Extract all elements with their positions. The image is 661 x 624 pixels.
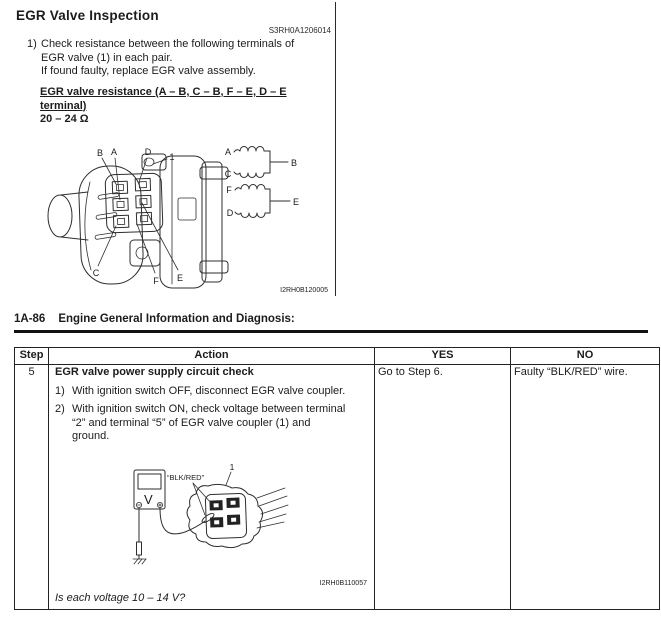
section-rule: [14, 330, 648, 333]
table-row: [15, 365, 660, 610]
procedure-code: S3RH0A1206014: [268, 26, 331, 35]
cell-step: 5: [15, 365, 49, 610]
pin-label-c: C: [92, 268, 100, 278]
item-number: 2): [55, 403, 65, 415]
cell-action: [49, 365, 375, 610]
section-header: [14, 313, 295, 325]
pin-label-a: A: [110, 147, 118, 157]
schematic-label-a: A: [224, 147, 232, 157]
step-line: Check resistance between the following terminals of: [41, 38, 295, 50]
harness-wires: [257, 488, 288, 528]
inspection-step-1: [27, 38, 294, 79]
cell-yes: Go to Step 6.: [375, 365, 511, 610]
item-line: With ignition switch OFF, disconnect EGR valve coupler.: [72, 384, 346, 397]
action-item-2: [55, 403, 369, 444]
item-text: [72, 385, 345, 399]
action-title: EGR valve power supply circuit check: [55, 366, 254, 378]
pin-label-e: E: [176, 273, 184, 283]
section-title: Engine General Information and Diagnosis:: [58, 313, 295, 325]
schematic-label-e: E: [293, 197, 300, 207]
resistance-spec: [40, 86, 287, 127]
pin-label-f: F: [153, 276, 159, 286]
step-number: 1): [27, 38, 37, 50]
item-line: “2” and terminal “5” of EGR valve coupler (1) and: [72, 416, 311, 429]
inspection-title: EGR Valve Inspection: [16, 8, 159, 23]
step-line: EGR valve (1) in each pair.: [41, 51, 173, 64]
cell-no: Faulty “BLK/RED” wire.: [511, 365, 660, 610]
spec-title-line: terminal): [40, 99, 87, 112]
part-label-1: 1: [169, 152, 175, 162]
table-header-row: [15, 348, 660, 365]
schematic-label-c: C: [224, 169, 232, 179]
item-text: [72, 403, 345, 444]
item-line: ground.: [72, 430, 110, 442]
header-no: NO: [511, 348, 660, 365]
pin-label-d: D: [144, 147, 152, 157]
figure-code: I2RH0B120005: [280, 287, 328, 294]
coupler-label-1: 1: [229, 461, 235, 472]
wire-color-label: “BLK/RED”: [167, 472, 205, 482]
item-number: 1): [55, 384, 65, 397]
schematic-label-d: D: [226, 208, 234, 218]
ground-symbol: [133, 559, 146, 564]
egr-valve-diagram: [38, 140, 330, 298]
voltmeter-label: V: [144, 491, 153, 507]
header-step: Step: [15, 348, 49, 365]
diagnostic-question: Is each voltage 10 – 14 V?: [55, 591, 186, 604]
voltage-check-diagram: [105, 448, 390, 590]
step-line: If found faulty, replace EGR valve assembly.: [41, 65, 256, 77]
column-divider: [335, 2, 336, 296]
item-line: With ignition switch ON, check voltage between terminal: [72, 403, 346, 415]
spec-value: 20 – 24 Ω: [40, 113, 89, 126]
schematic-label-f: F: [226, 185, 232, 195]
header-action: Action: [49, 348, 375, 365]
schematic-label-b: B: [291, 158, 298, 168]
pin-label-b: B: [96, 148, 104, 158]
action-item-1: [55, 385, 369, 399]
figure-code: I2RH0B110057: [319, 579, 367, 587]
diagnosis-table: [14, 347, 660, 610]
spec-title-line: EGR valve resistance (A – B, C – B, F – E, D – E: [40, 86, 287, 98]
coil-schematic: [225, 147, 299, 219]
page-reference: 1A-86: [14, 313, 46, 325]
header-yes: YES: [375, 348, 511, 365]
step-text: [41, 38, 294, 79]
